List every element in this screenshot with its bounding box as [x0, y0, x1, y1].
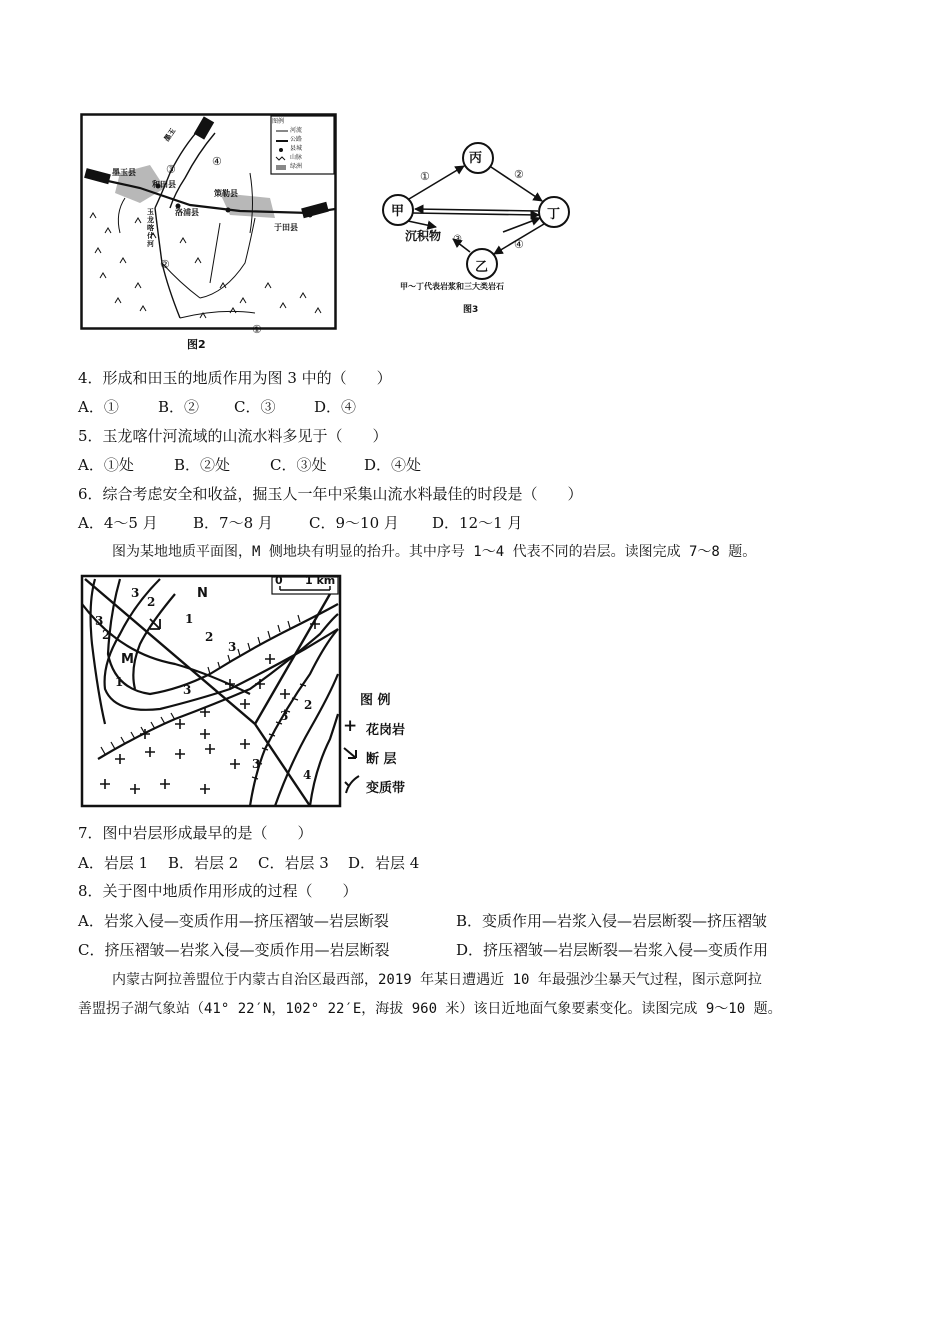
scale-zero: 0 — [275, 574, 283, 587]
q5-options — [78, 455, 421, 475]
node-sediment: 沉积物 — [405, 229, 442, 243]
node-bing: 丙 — [469, 151, 483, 166]
q8-option-a[interactable]: A．岩浆入侵—变质作用—挤压褶皱—岩层断裂 — [78, 912, 389, 930]
stratum-1-left: 1 — [115, 675, 124, 689]
figure-3-subtitle: 甲～丁代表岩浆和三大类岩石 — [400, 282, 504, 291]
figure-2-legend-oasis: 绿洲 — [290, 163, 303, 170]
intro-questions-9-10-line2: 善盟拐子湖气象站（41° 22′N，102° 22′E，海拔 960 米）该日近地面气象要素变化。读图完成 9～10 题。 — [78, 1001, 782, 1017]
q8-option-b[interactable]: B．变质作用—岩浆入侵—岩层断裂—挤压褶皱 — [456, 912, 768, 930]
q4-options — [78, 397, 356, 417]
fig3-arrow-4: ④ — [514, 238, 524, 251]
q7-option-c[interactable]: C．岩层 3 — [258, 854, 329, 872]
node-ding: 丁 — [547, 207, 561, 222]
legend-granite: 花岗岩 — [366, 723, 406, 738]
label-moyu-road: 墨玉 — [162, 126, 178, 144]
stratum-2-mid: 2 — [205, 630, 214, 644]
fig3-arrow-3: ③ — [453, 234, 462, 245]
fig2-circle-3: ③ — [166, 163, 176, 176]
figure-2-legend-title: 图例 — [272, 118, 285, 125]
q4-option-c[interactable]: C．③ — [234, 398, 276, 416]
geomap-legend-title: 图 例 — [360, 693, 391, 708]
node-jia: 甲 — [391, 204, 405, 219]
fig2-circle-2: ② — [160, 258, 170, 271]
label-cele-county: 策勒县 — [214, 189, 238, 198]
q6-option-b[interactable]: B．7～8 月 — [193, 514, 273, 532]
q8-option-d[interactable]: D．挤压褶皱—岩层断裂—岩浆入侵—变质作用 — [456, 941, 769, 959]
intro-questions-7-8: 图为某地地质平面图，M 侧地块有明显的抬升。其中序号 1～4 代表不同的岩层。读图完成 7～8 题。 — [112, 544, 757, 560]
q6-options — [78, 513, 522, 533]
figure-2-caption: 图2 — [187, 338, 206, 351]
figure-2-legend-road: 公路 — [290, 136, 303, 143]
q6-option-c[interactable]: C．9～10 月 — [309, 514, 399, 532]
q8-option-c[interactable]: C．挤压褶皱—岩浆入侵—变质作用—岩层断裂 — [78, 941, 390, 959]
q5-option-a[interactable]: A．①处 — [78, 456, 134, 474]
fig2-circle-1: ① — [252, 323, 262, 336]
metamorphic-zone-icon — [343, 774, 361, 794]
fig3-arrow-1: ① — [420, 170, 430, 183]
scale-1km: 1 km — [305, 574, 336, 587]
q7-option-d[interactable]: D．岩层 4 — [348, 854, 420, 872]
q7-stem: 7．图中岩层形成最早的是（ ） — [78, 824, 313, 842]
stratum-3-bottom: 3 — [252, 757, 261, 771]
q5-option-c[interactable]: C．③处 — [270, 456, 327, 474]
q7-option-a[interactable]: A．岩层 1 — [78, 854, 149, 872]
q6-option-d[interactable]: D．12～1 月 — [432, 514, 523, 532]
granite-icon: + — [343, 716, 358, 736]
fault-icon — [343, 745, 359, 761]
q8-options-row1 — [78, 911, 767, 931]
q8-options-row2 — [78, 940, 768, 960]
q4-stem: 4．形成和田玉的地质作用为图 3 中的（ ） — [78, 369, 392, 387]
figure-2-legend-town: 县城 — [290, 145, 303, 152]
figure-2-legend — [272, 117, 302, 171]
q5-option-d[interactable]: D．④处 — [364, 456, 422, 474]
q5-option-b[interactable]: B．②处 — [174, 456, 231, 474]
label-luopu-county: 洛浦县 — [175, 208, 199, 217]
legend-fault: 断 层 — [366, 752, 397, 767]
figure-2-legend-mountain: 山脉 — [290, 154, 303, 161]
figure-2-legend-river: 河流 — [290, 127, 303, 134]
stratum-2-left: 2 — [102, 628, 111, 642]
stratum-3-right: 3 — [280, 709, 289, 723]
stratum-1-top: 1 — [185, 612, 194, 626]
q6-option-a[interactable]: A．4～5 月 — [78, 514, 158, 532]
label-yutian-county: 于田县 — [274, 223, 298, 232]
stratum-3-left: 3 — [95, 614, 104, 628]
fig2-circle-4: ④ — [212, 155, 222, 168]
stratum-3-mid: 3 — [228, 640, 237, 654]
q7-options — [78, 853, 419, 873]
label-hetian-county: 和田县 — [152, 180, 176, 189]
q7-option-b[interactable]: B．岩层 2 — [168, 854, 239, 872]
stratum-3-top: 3 — [131, 586, 140, 600]
stratum-3-center: 3 — [183, 683, 192, 697]
label-yulongkashi-river: 玉龙喀什河 — [147, 208, 154, 248]
label-moyu-county: 墨玉县 — [112, 168, 136, 177]
label-n: N — [197, 586, 208, 601]
q4-option-d[interactable]: D．④ — [314, 398, 357, 416]
legend-metamorphic-zone: 变质带 — [366, 781, 406, 796]
node-yi: 乙 — [475, 260, 489, 275]
intro-questions-9-10-line1: 内蒙古阿拉善盟位于内蒙古自治区最西部，2019 年某日遭遇近 10 年最强沙尘暴天气过程，图示意阿拉 — [112, 972, 762, 988]
stratum-2-right: 2 — [304, 698, 313, 712]
stratum-2-top: 2 — [147, 595, 156, 609]
stratum-4: 4 — [303, 768, 312, 782]
q5-stem: 5．玉龙喀什河流域的山流水料多见于（ ） — [78, 427, 388, 445]
q6-stem: 6．综合考虑安全和收益，掘玉人一年中采集山流水料最佳的时段是（ ） — [78, 485, 583, 503]
q8-stem: 8．关于图中地质作用形成的过程（ ） — [78, 882, 358, 900]
q4-option-b[interactable]: B．② — [158, 398, 200, 416]
fig3-arrow-2: ② — [514, 168, 524, 181]
label-m: M — [121, 652, 134, 667]
q4-option-a[interactable]: A．① — [78, 398, 119, 416]
figure-3-caption: 图3 — [463, 305, 479, 315]
